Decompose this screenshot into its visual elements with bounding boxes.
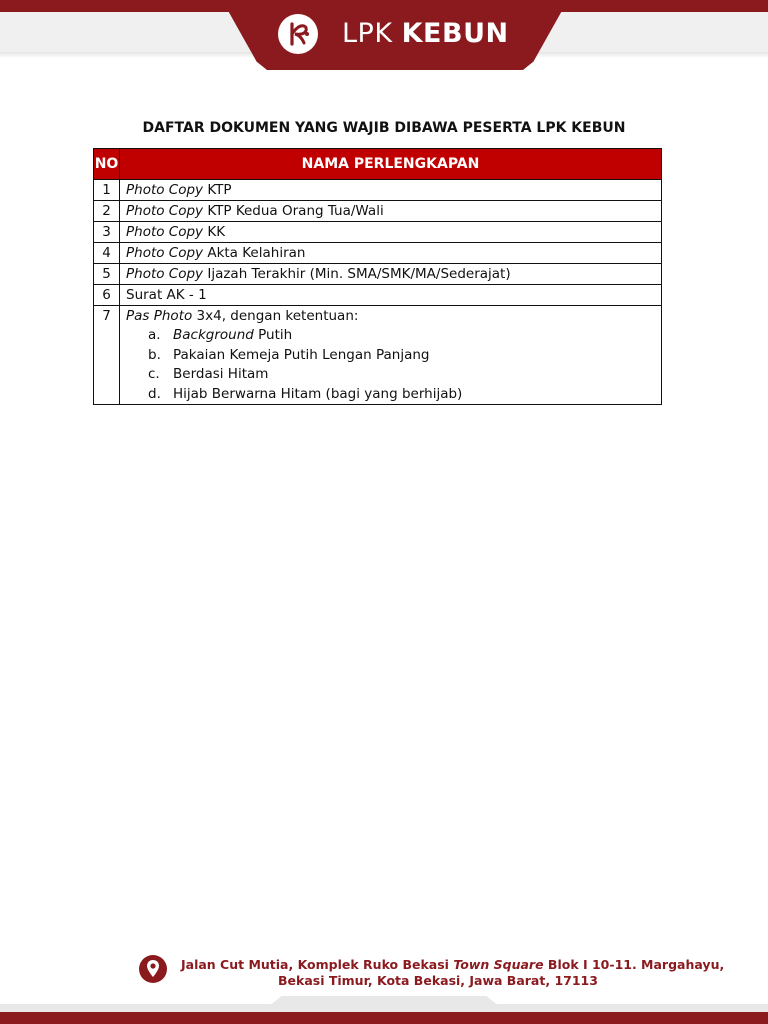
row-item (120, 222, 662, 243)
location-pin-icon (138, 954, 168, 988)
kebun-logo-icon (278, 14, 318, 54)
item-text: Ijazah Terakhir (Min. SMA/SMK/MA/Sederajat) (203, 266, 511, 282)
item-italic: Photo Copy (126, 266, 204, 282)
list-marker: c. (148, 366, 160, 382)
list-marker: a. (148, 327, 161, 343)
address-part: Blok I 10-11. Margahayu, (543, 957, 725, 972)
address-italic: Town Square (453, 957, 544, 972)
item-text: KTP (203, 182, 232, 198)
table-row (94, 264, 662, 285)
row-number: 1 (94, 180, 120, 201)
table-header-row (94, 149, 662, 180)
table-row (94, 285, 662, 306)
requirements-list (126, 326, 655, 404)
table-row (94, 201, 662, 222)
row-number: 7 (94, 306, 120, 405)
row-number: 3 (94, 222, 120, 243)
documents-table (93, 148, 662, 405)
item-italic: Photo Copy (126, 224, 204, 240)
address-line-2: Bekasi Timur, Kota Bekasi, Jawa Barat, 17113 (278, 973, 598, 988)
list-item (126, 365, 655, 385)
item-line (126, 307, 655, 325)
row-item (120, 243, 662, 264)
list-text: Berdasi Hitam (173, 366, 269, 382)
table-row (94, 306, 662, 405)
item-text: 3x4, dengan ketentuan: (192, 308, 359, 324)
item-italic: Photo Copy (126, 203, 204, 219)
row-item (120, 264, 662, 285)
row-item (120, 201, 662, 222)
address-part: Jalan Cut Mutia, Komplek Ruko Bekasi (181, 957, 454, 972)
row-item (120, 285, 662, 306)
row-number: 5 (94, 264, 120, 285)
item-text: KK (203, 224, 226, 240)
column-header-no: NO (94, 149, 120, 180)
list-text: Hijab Berwarna Hitam (bagi yang berhijab) (173, 385, 463, 402)
item-italic: Background (173, 327, 254, 343)
item-text: Putih (253, 327, 293, 343)
column-header-name: NAMA PERLENGKAPAN (120, 149, 662, 180)
row-item (120, 180, 662, 201)
table-row (94, 222, 662, 243)
row-number: 2 (94, 201, 120, 222)
table-row (94, 243, 662, 264)
list-text: Pakaian Kemeja Putih Lengan Panjang (173, 346, 430, 363)
list-item (126, 385, 655, 405)
address-line-1 (181, 957, 724, 973)
item-text: Surat AK - 1 (126, 287, 207, 303)
brand-kebun: KEBUN (401, 18, 509, 49)
table-row (94, 180, 662, 201)
brand-wordmark (342, 18, 509, 50)
list-item (126, 346, 655, 366)
item-italic: Photo Copy (126, 245, 204, 261)
row-item (120, 306, 662, 405)
row-number: 6 (94, 285, 120, 306)
item-italic: Pas Photo (126, 308, 193, 324)
footer-bottom-bar (0, 1012, 768, 1024)
item-text: Akta Kelahiran (203, 245, 306, 261)
footer-grey-band (0, 1004, 768, 1012)
document-title: DAFTAR DOKUMEN YANG WAJIB DIBAWA PESERTA LPK KEBUN (142, 120, 626, 136)
item-italic: Photo Copy (126, 182, 204, 198)
list-marker: d. (148, 385, 161, 402)
list-text (171, 326, 292, 346)
footer-address (138, 952, 725, 992)
brand-lpk: LPK (342, 18, 393, 49)
row-number: 4 (94, 243, 120, 264)
list-marker: b. (148, 346, 161, 363)
list-item (126, 326, 655, 346)
item-text: KTP Kedua Orang Tua/Wali (203, 203, 384, 219)
